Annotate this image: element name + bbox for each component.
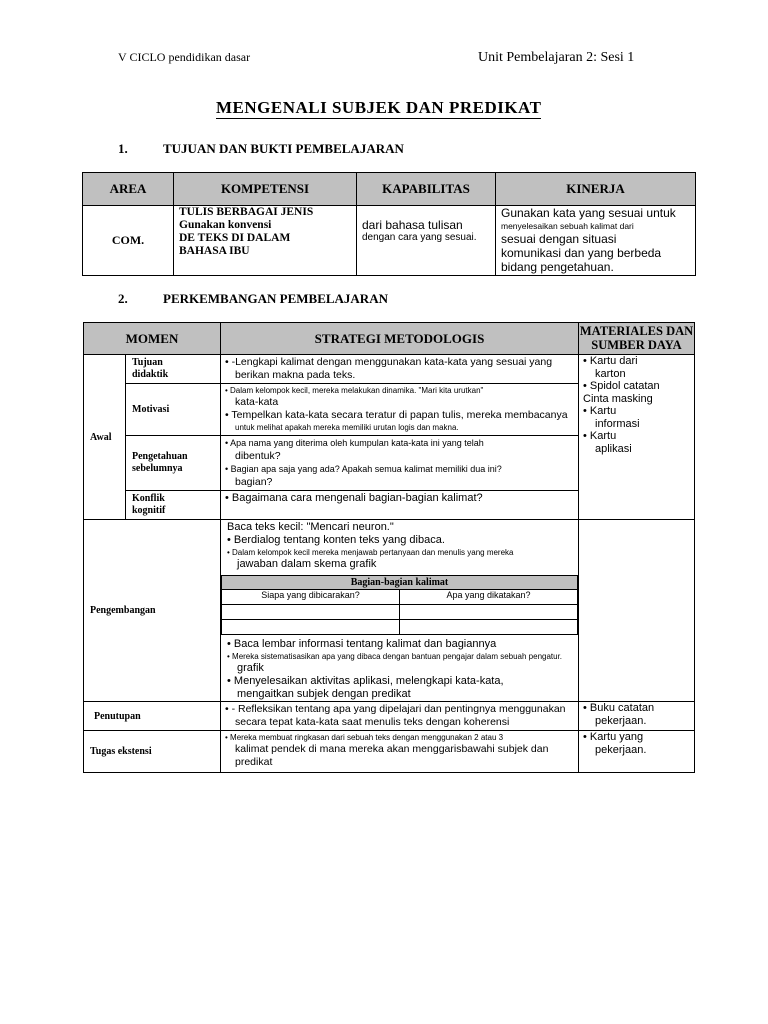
motivasi-label: Motivasi	[126, 384, 221, 436]
konflik-text: • Bagaimana cara mengenali bagian-bagian kalimat?	[221, 491, 579, 520]
tugas-line: • Mereka membuat ringkasan dari sebuah teks dengan menggunakan 2 atau 3	[225, 733, 504, 742]
pengembangan-line: mengaitkan subjek dengan predikat	[237, 688, 411, 700]
course-level: V CICLO pendidikan dasar	[118, 50, 251, 64]
pengetahuan-line: bagian?	[235, 476, 273, 488]
header-area: AREA	[83, 173, 174, 206]
header-kapabilitas: KAPABILITAS	[357, 173, 496, 206]
motivasi-line: • Tempelkan kata-kata secara teratur di papan tulis, mereka membacanya	[225, 409, 568, 421]
tujuan-label-line: Tujuan	[132, 357, 163, 368]
motivasi-line: untuk melihat apakah mereka memiliki urutan logis dan makna.	[235, 423, 459, 432]
kompetensi-cell	[174, 206, 357, 276]
kapabilitas-line: dengan cara yang sesuai.	[362, 232, 477, 243]
awal-label: Awal	[84, 355, 126, 520]
pengetahuan-line: • Bagian apa saja yang ada? Apakah semua kalimat memiliki dua ini?	[225, 464, 502, 474]
motivasi-line: • Dalam kelompok kecil, mereka melakukan dinamika. "Mari kita urutkan"	[225, 386, 484, 395]
material-item: • Spidol catatan	[583, 380, 660, 392]
kinerja-line: menyelesaikan sebuah kalimat dari	[501, 221, 634, 231]
answer-cell[interactable]	[400, 620, 578, 635]
kapabilitas-cell	[357, 206, 496, 276]
materials-pengembangan	[579, 520, 695, 702]
konflik-label-line: kognitif	[132, 505, 166, 516]
konflik-label-line: Konflik	[132, 493, 165, 504]
konflik-label	[126, 491, 221, 520]
pengetahuan-line: dibentuk?	[235, 450, 281, 462]
section2-title: PERKEMBANGAN PEMBELAJARAN	[163, 291, 388, 306]
materials-tugas	[579, 731, 695, 773]
penutupan-text	[221, 702, 579, 731]
material-item: karton	[595, 367, 626, 380]
penutupan-label: Penutupan	[84, 702, 221, 731]
tujuan-label-line: didaktik	[132, 369, 169, 380]
kompetensi-line: BAHASA IBU	[179, 245, 250, 257]
answer-cell[interactable]	[400, 605, 578, 620]
material-item: pekerjaan.	[595, 743, 647, 756]
sentence-parts-title: Bagian-bagian kalimat	[222, 576, 578, 590]
tugas-line: kalimat pendek di mana mereka akan menggarisbawahi subjek dan	[235, 743, 549, 755]
col-predicate: Apa yang dikatakan?	[400, 590, 578, 605]
kapabilitas-line: dari bahasa tulisan	[362, 218, 463, 232]
pengetahuan-text	[221, 436, 579, 491]
kinerja-line: sesuai dengan situasi	[501, 232, 617, 246]
header-materiales-line: MATERIALES DAN	[579, 324, 694, 338]
pengembangan-text	[221, 520, 579, 702]
material-item: Cinta masking	[583, 392, 653, 405]
material-item: • Kartu dari	[583, 355, 638, 367]
tujuan-line: berikan makna pada teks.	[235, 369, 356, 381]
header-momen: MOMEN	[84, 323, 221, 355]
section1-title: TUJUAN DAN BUKTI PEMBELAJARAN	[163, 141, 404, 156]
unit-session: Unit Pembelajaran 2: Sesi 1	[478, 50, 635, 65]
pengembangan-line: • Mereka sistematisasikan apa yang dibaca dengan bantuan pengajar dalam sebuah pengatur.	[227, 652, 563, 661]
kinerja-line: bidang pengetahuan.	[501, 260, 614, 274]
pengetahuan-line: • Apa nama yang diterima oleh kumpulan kata-kata ini yang telah	[225, 438, 484, 448]
pengetahuan-label	[126, 436, 221, 491]
header-strategi: STRATEGI METODOLOGIS	[221, 323, 579, 355]
pengembangan-line: • Menyelesaikan aktivitas aplikasi, melengkapi kata-kata,	[227, 675, 504, 687]
materials-awal	[579, 355, 695, 520]
tujuan-text	[221, 355, 579, 384]
motivasi-line: kata-kata	[235, 396, 279, 408]
pengembangan-label: Pengembangan	[84, 520, 221, 702]
pengetahuan-label-line: Pengetahuan	[132, 451, 188, 462]
page-title: MENGENALI SUBJEK DAN PREDIKAT	[216, 98, 542, 117]
kompetensi-line: DE TEKS DI DALAM	[179, 232, 291, 244]
answer-cell[interactable]	[222, 620, 400, 635]
material-item: • Buku catatan	[583, 702, 655, 714]
tugas-text	[221, 731, 579, 773]
motivasi-text	[221, 384, 579, 436]
tujuan-label	[126, 355, 221, 384]
header-kompetensi: KOMPETENSI	[174, 173, 357, 206]
kompetensi-line: TULIS BERBAGAI JENIS Gunakan konvensi	[179, 206, 314, 231]
material-item: • Kartu	[583, 405, 617, 417]
header-kinerja: KINERJA	[496, 173, 696, 206]
tugas-label: Tugas ekstensi	[84, 731, 221, 773]
objectives-table	[82, 172, 696, 276]
answer-cell[interactable]	[222, 605, 400, 620]
sentence-parts-table	[221, 575, 578, 635]
kinerja-cell	[496, 206, 696, 276]
pengembangan-line: Baca teks kecil: "Mencari neuron."	[227, 521, 394, 533]
section2-number: 2.	[118, 291, 128, 306]
pengetahuan-label-line: sebelumnya	[132, 463, 183, 474]
material-item: • Kartu yang	[583, 731, 644, 743]
tugas-line: predikat	[235, 756, 273, 768]
penutupan-line: • - Refleksikan tentang apa yang dipelajari dan pentingnya menggunakan	[225, 703, 566, 715]
material-item: informasi	[595, 417, 640, 430]
material-item: aplikasi	[595, 442, 632, 455]
material-item: • Kartu	[583, 430, 617, 442]
kinerja-line: Gunakan kata yang sesuai untuk	[501, 206, 676, 220]
material-item: pekerjaan.	[595, 714, 647, 727]
header-materiales	[579, 323, 695, 355]
learning-development-table	[83, 322, 695, 773]
pengembangan-line: • Dalam kelompok kecil mereka menjawab pertanyaan dan menulis yang mereka	[227, 548, 514, 557]
pengembangan-line: grafik	[237, 662, 264, 674]
col-subject: Siapa yang dibicarakan?	[222, 590, 400, 605]
tujuan-line: • -Lengkapi kalimat dengan menggunakan kata-kata yang sesuai yang	[225, 356, 553, 368]
section1-number: 1.	[118, 141, 128, 156]
pengembangan-line: jawaban dalam skema grafik	[237, 558, 377, 570]
header-materiales-line: SUMBER DAYA	[591, 338, 682, 352]
penutupan-line: secara tepat kata-kata saat menulis teks dengan koherensi	[235, 716, 510, 728]
kinerja-line: komunikasi dan yang berbeda	[501, 246, 662, 260]
area-value: COM.	[83, 206, 174, 276]
pengembangan-line: • Baca lembar informasi tentang kalimat dan bagiannya	[227, 638, 497, 650]
pengembangan-line: • Berdialog tentang konten teks yang dibaca.	[227, 534, 445, 546]
materials-penutupan	[579, 702, 695, 731]
